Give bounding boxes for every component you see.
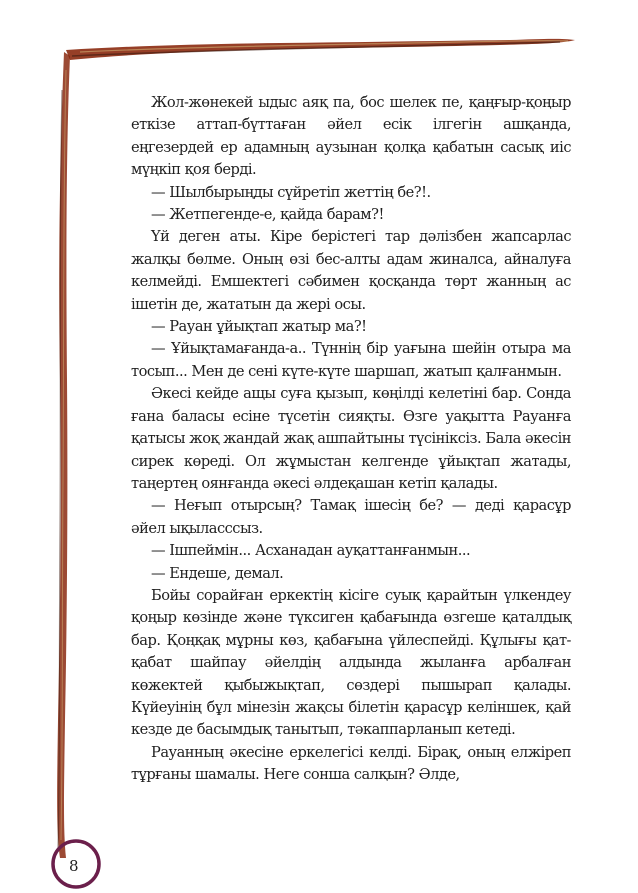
- body-text: [131, 92, 571, 787]
- dialogue-line: — Ішпеймін... Асханадан ауқаттанғанмын...: [151, 542, 471, 560]
- paragraph: Жол-жөнекей ыдыс аяқ па, бос шелек пе, қаңғыр-қоңыр еткізе аттап-бүттаған әйел есік ілгегін ашқанда, еңгезердей ер адамның аузынан қолқа қабатын сасық иіс мүңкіп қоя берді.: [131, 94, 571, 179]
- paragraph: Әкесі кейде ащы суға қызып, көңілді келетіні бар. Сонда ғана баласы есіне түсетін сияқты. Өзге уақытта Рауанға қатысы жоқ жандай жақ ашпайтыны түсініксіз. Бала әкесін сирек көреді. Ол жұмыстан келгенде ұйықтап жатады, таңертең оянғанда әкесі әлдеқашан кетіп қалады.: [131, 385, 571, 492]
- paragraph: Рауанның әкесіне еркелегісі келді. Бірақ, оның елжіреп тұрғаны шамалы. Неге сонша салқын? Әлде,: [131, 743, 571, 784]
- dialogue-line: — Неғып отырсың? Тамақ ішесің бе? — деді қарасұр әйел ықыласссыз.: [131, 497, 571, 537]
- dialogue-line: — Жетпегенде-е, қайда барам?!: [151, 206, 384, 224]
- dialogue-line: — Ұйықтамағанда-а.. Түннің бір уағына шейін отыра ма тосып... Мен де сені күте-күте шаршап, жатып қалғанмын.: [131, 340, 571, 380]
- paragraph: Үй деген аты. Кіре берістегі тар дәлізбен жапсарлас жалқы бөлме. Оның өзі бес-алты адам жиналса, айналуға келмейді. Емшектегі сәбимен қосқанда төрт жанның ас ішетін де, жататын да жері осы.: [131, 228, 571, 313]
- dialogue-line: — Ендеше, демал.: [151, 564, 284, 582]
- page-number: 8: [69, 857, 79, 875]
- paragraph: Бойы сорайған еркектің кісіге суық қарайтын үлкендеу қоңыр көзінде және түксиген қабағында өзгеше қаталдық бар. Қоңқақ мұрны көз, қабағына үйлеспейді. Құлығы қат-қабат шайпау әйелдің алдында жыланға арбалған көжектей қыбыжықтап, сөздері пышырап қалады. Күйеуінің бұл мінезін жақсы білетін қарасұр келіншек, қай кезде де басымдық танытып, тәкаппарланып кетеді.: [131, 586, 571, 739]
- dialogue-line: — Шылбырыңды сүйретіп жеттің бе?!.: [151, 183, 431, 201]
- dialogue-line: — Рауан ұйықтап жатыр ма?!: [151, 318, 367, 336]
